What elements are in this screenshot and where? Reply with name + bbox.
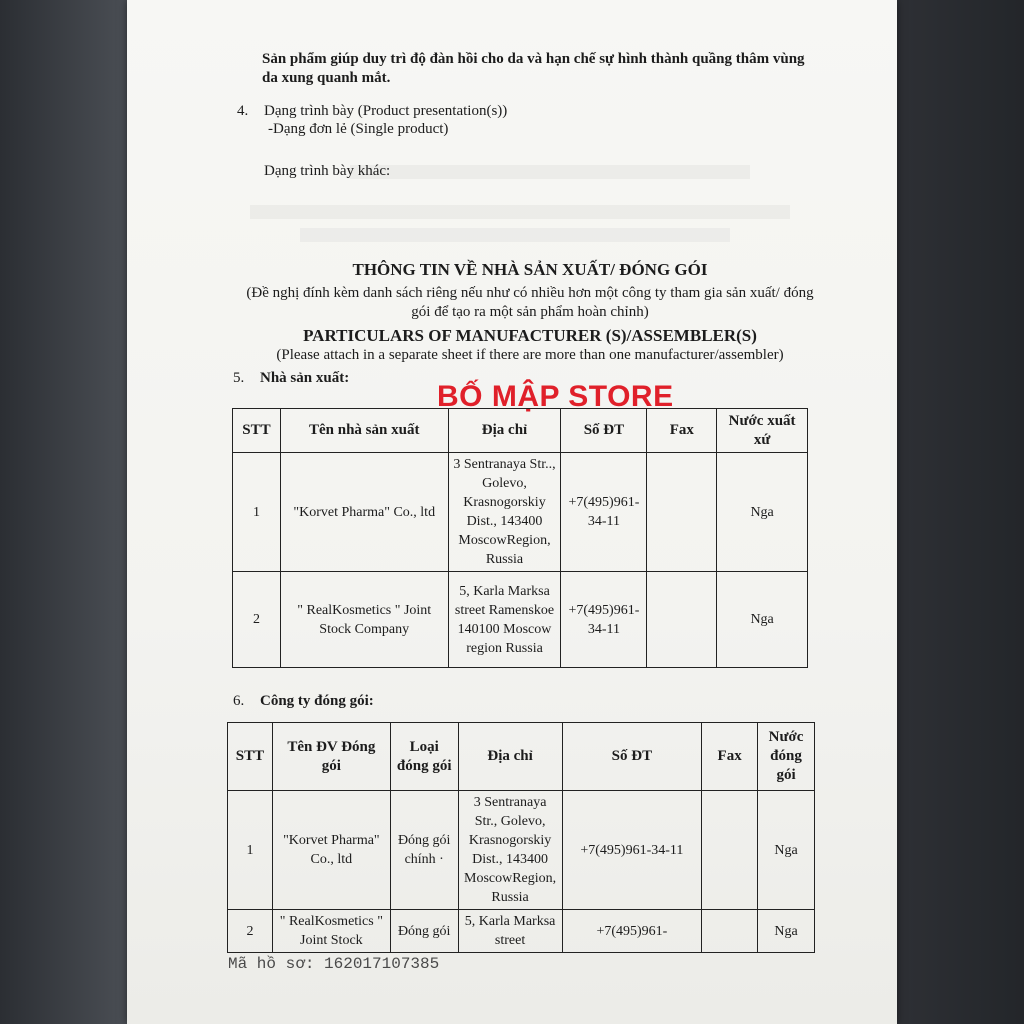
bleed-through-shadow xyxy=(250,205,790,219)
header-phone: Số ĐT xyxy=(561,409,647,453)
cell-phone: +7(495)961- xyxy=(562,910,702,953)
section5-title: Nhà sản xuất: xyxy=(260,370,350,386)
header-address: Địa chỉ xyxy=(458,723,562,791)
manufacturer-note-vn: (Đề nghị đính kèm danh sách riêng nếu như có nhiều hơn một công ty tham gia sản xuất/ đóng gói để tạo ra một sản phẩm hoàn chỉnh) xyxy=(246,285,814,320)
section4-number: 4. xyxy=(237,103,249,119)
header-stt: STT xyxy=(233,409,281,453)
section6-title: Công ty đóng gói: xyxy=(260,693,374,709)
header-name: Tên nhà sản xuất xyxy=(280,409,448,453)
cell-fax xyxy=(647,572,717,668)
cell-type: Đóng gói xyxy=(390,910,458,953)
cell-phone: +7(495)961-34-11 xyxy=(561,453,647,572)
header-type: Loại đóng gói xyxy=(390,723,458,791)
table-header-row xyxy=(228,723,815,791)
background-left xyxy=(0,0,130,1024)
header-origin: Nước đóng gói xyxy=(758,723,815,791)
cell-origin: Nga xyxy=(717,453,808,572)
cell-name: " RealKosmetics " Joint Stock Company xyxy=(280,572,448,668)
manufacturer-title-vn: THÔNG TIN VỀ NHÀ SẢN XUẤT/ ĐÓNG GÓI xyxy=(352,260,708,279)
cell-name: "Korvet Pharma" Co., ltd xyxy=(272,791,390,910)
cell-stt: 1 xyxy=(233,453,281,572)
section4-title: Dạng trình bày (Product presentation(s)) xyxy=(264,103,508,119)
cell-address: 3 Sentranaya Str., Golevo, Krasnogorskiy Dist., 143400 MoscowRegion, Russia xyxy=(458,791,562,910)
cell-address: 5, Karla Marksa street Ramenskoe 140100 Moscow region Russia xyxy=(448,572,561,668)
cell-name: "Korvet Pharma" Co., ltd xyxy=(280,453,448,572)
cell-origin: Nga xyxy=(758,910,815,953)
background-right xyxy=(894,0,1024,1024)
store-watermark: BỐ MẬP STORE xyxy=(437,380,674,413)
table-row xyxy=(228,910,815,953)
table-row xyxy=(233,572,808,668)
section4-other: Dạng trình bày khác: xyxy=(264,163,391,179)
cell-origin: Nga xyxy=(717,572,808,668)
bleed-through-shadow xyxy=(350,165,750,179)
cell-origin: Nga xyxy=(758,791,815,910)
cell-fax xyxy=(702,910,758,953)
section6-number: 6. xyxy=(233,693,245,709)
header-phone: Số ĐT xyxy=(562,723,702,791)
intro-text: Sản phẩm giúp duy trì độ đàn hồi cho da và hạn chế sự hình thành quầng thâm vùng da xung quanh mắt. xyxy=(262,51,805,86)
cell-stt: 2 xyxy=(233,572,281,668)
cell-type: Đóng gói chính · xyxy=(390,791,458,910)
table-row xyxy=(228,791,815,910)
cell-phone: +7(495)961-34-11 xyxy=(562,791,702,910)
cell-address: 3 Sentranaya Str.., Golevo, Krasnogorskiy Dist., 143400 MoscowRegion, Russia xyxy=(448,453,561,572)
table-header-row xyxy=(233,409,808,453)
cell-fax xyxy=(702,791,758,910)
header-fax: Fax xyxy=(702,723,758,791)
manufacturer-table xyxy=(232,408,808,668)
header-origin: Nước xuất xứ xyxy=(717,409,808,453)
cell-stt: 1 xyxy=(228,791,273,910)
header-stt: STT xyxy=(228,723,273,791)
cell-phone: +7(495)961-34-11 xyxy=(561,572,647,668)
section5-number: 5. xyxy=(233,370,245,386)
header-fax: Fax xyxy=(647,409,717,453)
table-row xyxy=(233,453,808,572)
section4-item: -Dạng đơn lẻ (Single product) xyxy=(268,121,449,137)
manufacturer-note-en: (Please attach in a separate sheet if there are more than one manufacturer/assembler) xyxy=(276,347,784,363)
header-address: Địa chỉ xyxy=(448,409,561,453)
header-name: Tên ĐV Đóng gói xyxy=(272,723,390,791)
cell-address: 5, Karla Marksa street xyxy=(458,910,562,953)
manufacturer-title-en: PARTICULARS OF MANUFACTURER (S)/ASSEMBLER(S) xyxy=(303,326,757,345)
cell-stt: 2 xyxy=(228,910,273,953)
cell-name: " RealKosmetics " Joint Stock xyxy=(272,910,390,953)
packaging-table xyxy=(227,722,815,953)
document-code: Mã hồ sơ: 162017107385 xyxy=(228,955,440,973)
cell-fax xyxy=(647,453,717,572)
bleed-through-shadow xyxy=(300,228,730,242)
